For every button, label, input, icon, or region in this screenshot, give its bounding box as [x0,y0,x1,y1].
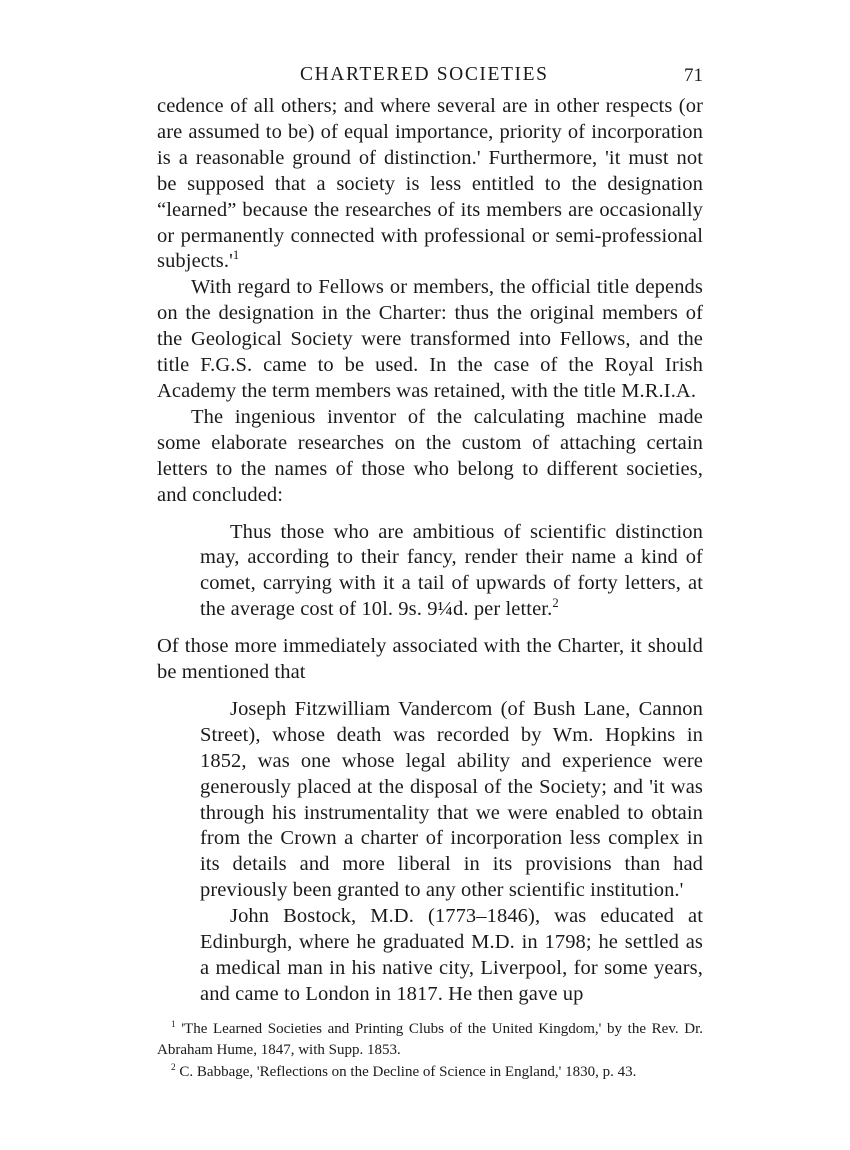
block-quote [200,520,703,624]
footnote: $^1$ 'The Learned Societies and Printing Clubs of the United Kingdom,' by the Rev. Dr. Abraham Hume, 1847, with Supp. 1853. [157,1019,703,1059]
book-page [157,64,703,1083]
paragraph: The ingenious inventor of the calculating machine made some elaborate researches on the custom of attaching certain letters to the names of those who belong to different societies, and concluded: [157,405,703,506]
paragraph: With regard to Fellows or members, the official title depends on the designation in the Charter: thus the original members of the Geological Society were transformed into Fellows, and the title F.G.S. came to be used. In the case of the Royal Irish Academy the term members was retained, with the title M.R.I.A. [157,276,703,402]
paragraph: cedence of all others; and where several are in other respects (or are assumed to be) of equal importance, priority of incorporation is a reasonable ground of distinction.' Furthermore, 'it must not be supposed that a society is less entitled to the designation “learned” because the researches of its members are occasionally or permanently connected with professional or semi-professional $subjects.'^1$ [157,95,703,273]
body-text [157,94,703,1008]
quote-text: Joseph Fitzwilliam Vandercom (of Bush Lane, Cannon Street), whose death was recorded by Wm. Hopkins in 1852, was one whose legal ability and experience were generously placed at the disposal of the Society; and 'it was through his instrumentality that we were enabled to obtain from the Crown a charter of incorporation less complex in its details and more liberal in its provisions than had previously been granted to any other scientific institution.' [200,697,703,902]
quote-text: Thus those who are ambitious of scientific distinction may, according to their fancy, render their name a kind of comet, carrying with it a tail of upwards of forty letters, at the average cost of 10l. 9s. 9¼d. per letter.$^2$ [200,520,703,621]
running-title: CHARTERED SOCIETIES [300,64,549,85]
footnotes [157,1019,703,1083]
footnote-ref: 1 [232,248,240,263]
paragraph: Of those more immediately associated with the Charter, it should be mentioned that [157,635,703,684]
footnote-ref: 2 [552,596,559,611]
page-number: 71 [684,65,703,86]
quote-text: John Bostock, M.D. (1773–1846), was educated at Edinburgh, where he graduated M.D. in 1798; he settled as a medical man in his native city, Liverpool, for some years, and came to London in 1817. He then gave up [200,905,703,1005]
block-quote [200,697,703,1008]
running-head [157,64,703,94]
footnote: $^2$ C. Babbage, 'Reflections on the Decline of Science in England,' 1830, p. 43. [171,1062,637,1080]
